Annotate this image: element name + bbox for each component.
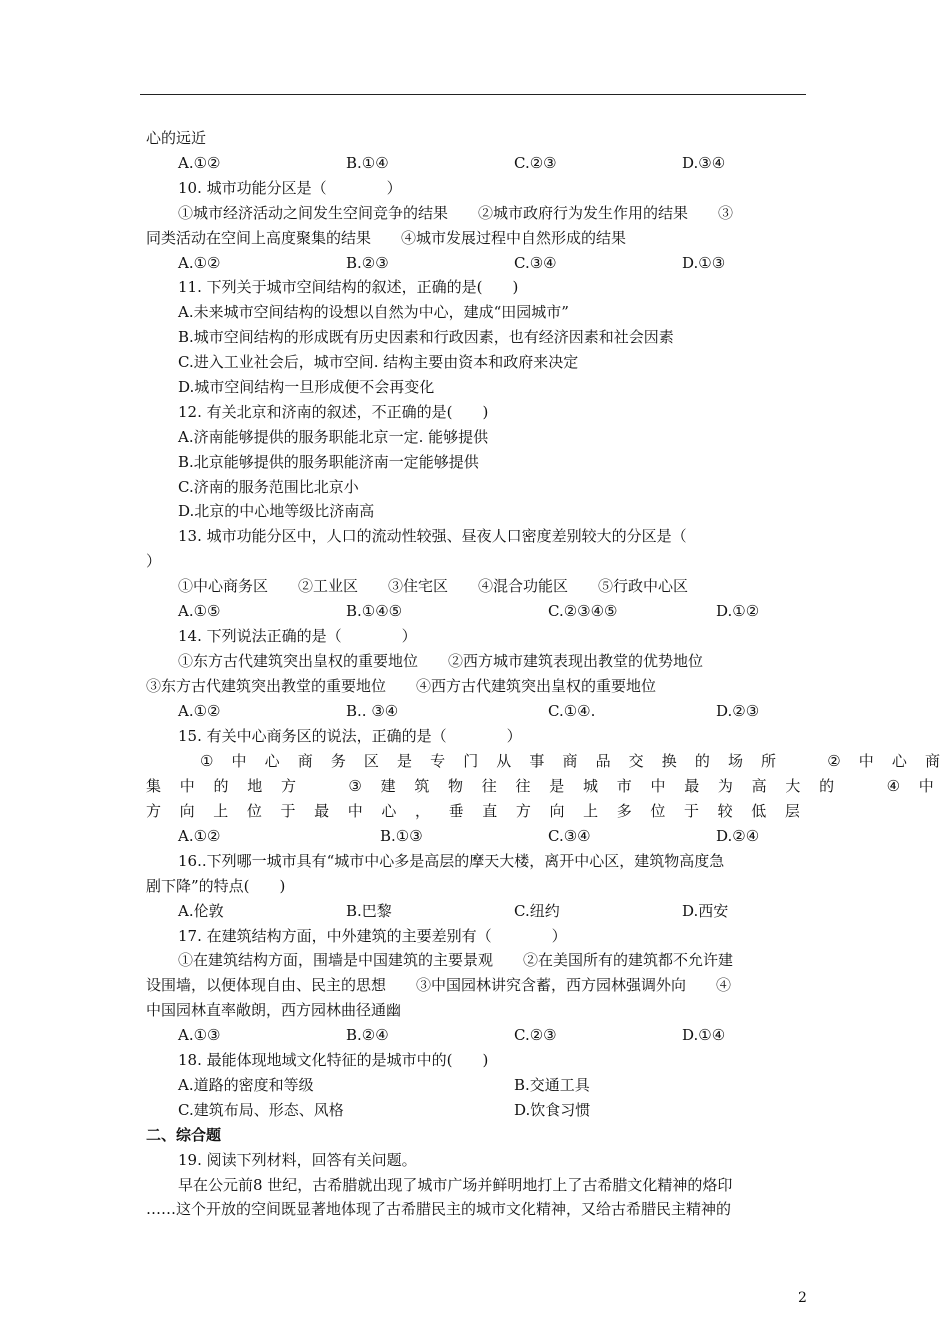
page-number: 2 bbox=[798, 1290, 807, 1306]
option-c: C.建筑布局、形态、风格 bbox=[178, 1101, 344, 1119]
question-17: 17. 在建筑结构方面，中外建筑的主要差别有（ ） bbox=[178, 927, 567, 945]
option-d: D.饮食习惯 bbox=[514, 1101, 591, 1119]
option-c: C.进入工业社会后，城市空间. 结构主要由资本和政府来决定 bbox=[178, 353, 579, 371]
option-d: D.②③ bbox=[716, 702, 760, 720]
question-15: 15. 有关中心商务区的说法，正确的是（ ） bbox=[178, 727, 522, 745]
option-a: A.①③ bbox=[178, 1026, 221, 1044]
text-line: 中国园林直率敞朗，西方园林曲径通幽 bbox=[146, 1001, 402, 1019]
option-c: C.纽约 bbox=[514, 902, 560, 920]
option-b: B.. ③④ bbox=[346, 702, 399, 720]
text-line: ③东方古代建筑突出教堂的重要地位 ④西方古代建筑突出皇权的重要地位 bbox=[146, 677, 657, 695]
option-c: C.②③④⑤ bbox=[548, 602, 618, 620]
option-b: B.城市空间结构的形成既有历史因素和行政因素，也有经济因素和社会因素 bbox=[178, 328, 674, 346]
option-c: C.③④ bbox=[514, 254, 557, 272]
option-b: B.①④ bbox=[346, 154, 389, 172]
option-c: C.①④. bbox=[548, 702, 596, 720]
option-b: B.②③ bbox=[346, 254, 389, 272]
option-a: A.伦敦 bbox=[178, 902, 224, 920]
section-heading: 二、综合题 bbox=[146, 1126, 222, 1144]
option-d: D.③④ bbox=[682, 154, 726, 172]
option-a: A.未来城市空间结构的设想以自然为中心，建成“田园城市” bbox=[178, 303, 569, 321]
text-line: ①在建筑结构方面，围墙是中国建筑的主要景观 ②在美国所有的建筑都不允许建 bbox=[178, 951, 734, 969]
text-line: 同类活动在空间上高度聚集的结果 ④城市发展过程中自然形成的结果 bbox=[146, 229, 627, 247]
question-19: 19. 阅读下列材料，回答有关问题。 bbox=[178, 1151, 417, 1169]
option-a: A.①② bbox=[178, 702, 221, 720]
option-b: B.交通工具 bbox=[514, 1076, 590, 1094]
header-rule bbox=[140, 94, 806, 95]
option-d: D.西安 bbox=[682, 902, 729, 920]
text-line: ） bbox=[146, 552, 162, 570]
option-a: A.①⑤ bbox=[178, 602, 221, 620]
option-b: B.巴黎 bbox=[346, 902, 392, 920]
option-d: D.城市空间结构一旦形成便不会再变化 bbox=[178, 378, 435, 396]
option-c: C.③④ bbox=[548, 827, 591, 845]
option-a: A.①② bbox=[178, 154, 221, 172]
option-b: B.北京能够提供的服务职能济南一定能够提供 bbox=[178, 453, 479, 471]
option-c: C.②③ bbox=[514, 1026, 557, 1044]
text-line: ①城市经济活动之间发生空间竞争的结果 ②城市政府行为发生作用的结果 ③ bbox=[178, 204, 734, 222]
option-b: B.①③ bbox=[380, 827, 423, 845]
question-14: 14. 下列说法正确的是（ ） bbox=[178, 627, 417, 645]
text-line: ①东方古代建筑突出皇权的重要地位 ②西方城市建筑表现出教堂的优势地位 bbox=[178, 652, 704, 670]
option-d: D.北京的中心地等级比济南高 bbox=[178, 502, 375, 520]
question-11: 11. 下列关于城市空间结构的叙述，正确的是( ) bbox=[178, 278, 519, 296]
question-16: 16..下列哪一城市具有“城市中心多是高层的摩天大楼，离开中心区，建筑物高度急 bbox=[178, 852, 725, 870]
option-a: A.济南能够提供的服务职能北京一定. 能够提供 bbox=[178, 428, 489, 446]
justified-line: 集 中 的 地 方 ③ 建 筑 物 往 往 是 城 市 中 最 为 高 大 的 ④ 中 bbox=[146, 777, 934, 795]
text-line: ……这个开放的空间既显著地体现了古希腊民主的城市文化精神，又给古希腊民主精神的 bbox=[146, 1200, 732, 1218]
option-d: D.①④ bbox=[682, 1026, 726, 1044]
option-a: A.道路的密度和等级 bbox=[178, 1076, 314, 1094]
text-line: 早在公元前8 世纪，古希腊就出现了城市广场并鲜明地打上了古希腊文化精神的烙印 bbox=[178, 1176, 733, 1194]
option-b: B.①④⑤ bbox=[346, 602, 403, 620]
option-c: C.济南的服务范围比北京小 bbox=[178, 478, 359, 496]
text-line: 设围墙，以便体现自由、民主的思想 ③中国园林讲究含蓄，西方园林强调外向 ④ bbox=[146, 976, 732, 994]
option-b: B.②④ bbox=[346, 1026, 389, 1044]
option-a: A.①② bbox=[178, 827, 221, 845]
question-10: 10. 城市功能分区是（ ） bbox=[178, 179, 402, 197]
option-a: A.①② bbox=[178, 254, 221, 272]
question-18: 18. 最能体现地域文化特征的是城市中的( ) bbox=[178, 1051, 489, 1069]
option-d: D.②④ bbox=[716, 827, 760, 845]
option-d: D.①② bbox=[716, 602, 760, 620]
text-line: 剧下降”的特点( ) bbox=[146, 877, 286, 895]
justified-line: 方 向 上 位 于 最 中 心 ， 垂 直 方 向 上 多 位 于 较 低 层 bbox=[146, 802, 800, 820]
question-13: 13. 城市功能分区中，人口的流动性较强、昼夜人口密度差别较大的分区是（ bbox=[178, 527, 687, 545]
option-c: C.②③ bbox=[514, 154, 557, 172]
justified-line: ① 中 心 商 务 区 是 专 门 从 事 商 品 交 换 的 场 所 ② 中 心 商 bbox=[200, 752, 940, 770]
text-line: 心的远近 bbox=[146, 129, 207, 147]
option-d: D.①③ bbox=[682, 254, 726, 272]
text-line: ①中心商务区 ②工业区 ③住宅区 ④混合功能区 ⑤行政中心区 bbox=[178, 577, 689, 595]
question-12: 12. 有关北京和济南的叙述，不正确的是( ) bbox=[178, 403, 489, 421]
